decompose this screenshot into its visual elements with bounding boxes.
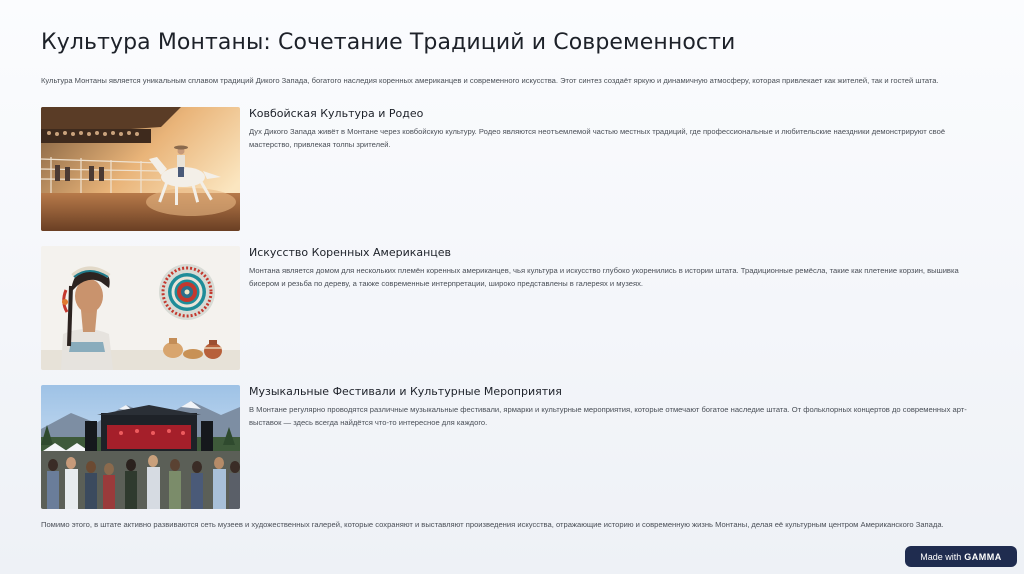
section-text: Монтана является домом для нескольких племён коренных американцев, чья культура и искусство глубоко укоренились в истории штата. Традиционные ремёсла, такие как плетение корзин, вышивка бисером и резьба по дереву, а также современные интерпретации, широко представлены в галереях и музеях. bbox=[249, 266, 959, 288]
badge-prefix: Made with bbox=[920, 551, 962, 562]
section-heading: Ковбойская Культура и Родео bbox=[249, 107, 424, 120]
intro-paragraph: Культура Монтаны является уникальным сплавом традиций Дикого Запада, богатого наследия коренных американцев и современного искусства. Этот синтез создаёт яркую и динамичную атмосферу, которая привлекает как жителей, так и гостей штата. bbox=[41, 76, 939, 85]
section-heading: Искусство Коренных Американцев bbox=[249, 246, 452, 259]
page-title: Культура Монтаны: Сочетание Традиций и Современности bbox=[41, 30, 736, 55]
section-native-art bbox=[41, 246, 986, 370]
festival-image bbox=[41, 385, 240, 509]
rodeo-image bbox=[41, 107, 240, 231]
section-text: В Монтане регулярно проводятся различные музыкальные фестивали, ярмарки и культурные мероприятия, которые отмечают богатое наследие штата. От фольклорных концертов до современных арт-выставок — здесь всегда найдётся что-то интересное для каждого. bbox=[249, 405, 967, 427]
section-text: Дух Дикого Запада живёт в Монтане через ковбойскую культуру. Родео являются неотъемлемой частью местных традиций, где профессиональные и любительские наездники демонстрируют своё мастерство, привлекая толпы зрителей. bbox=[249, 127, 946, 149]
made-with-gamma-badge[interactable] bbox=[905, 546, 1017, 567]
section-heading: Музыкальные Фестивали и Культурные Мероприятия bbox=[249, 385, 562, 398]
section-festivals bbox=[41, 385, 986, 509]
gamma-logo: GAMMA bbox=[964, 551, 1002, 562]
native-art-image bbox=[41, 246, 240, 370]
outro-paragraph: Помимо этого, в штате активно развиваются сеть музеев и художественных галерей, которые сохраняют и выставляют произведения искусства, отражающие историю и современную жизнь Монтаны, делая её культурным центром Американского Запада. bbox=[41, 520, 944, 529]
section-rodeo bbox=[41, 107, 986, 231]
